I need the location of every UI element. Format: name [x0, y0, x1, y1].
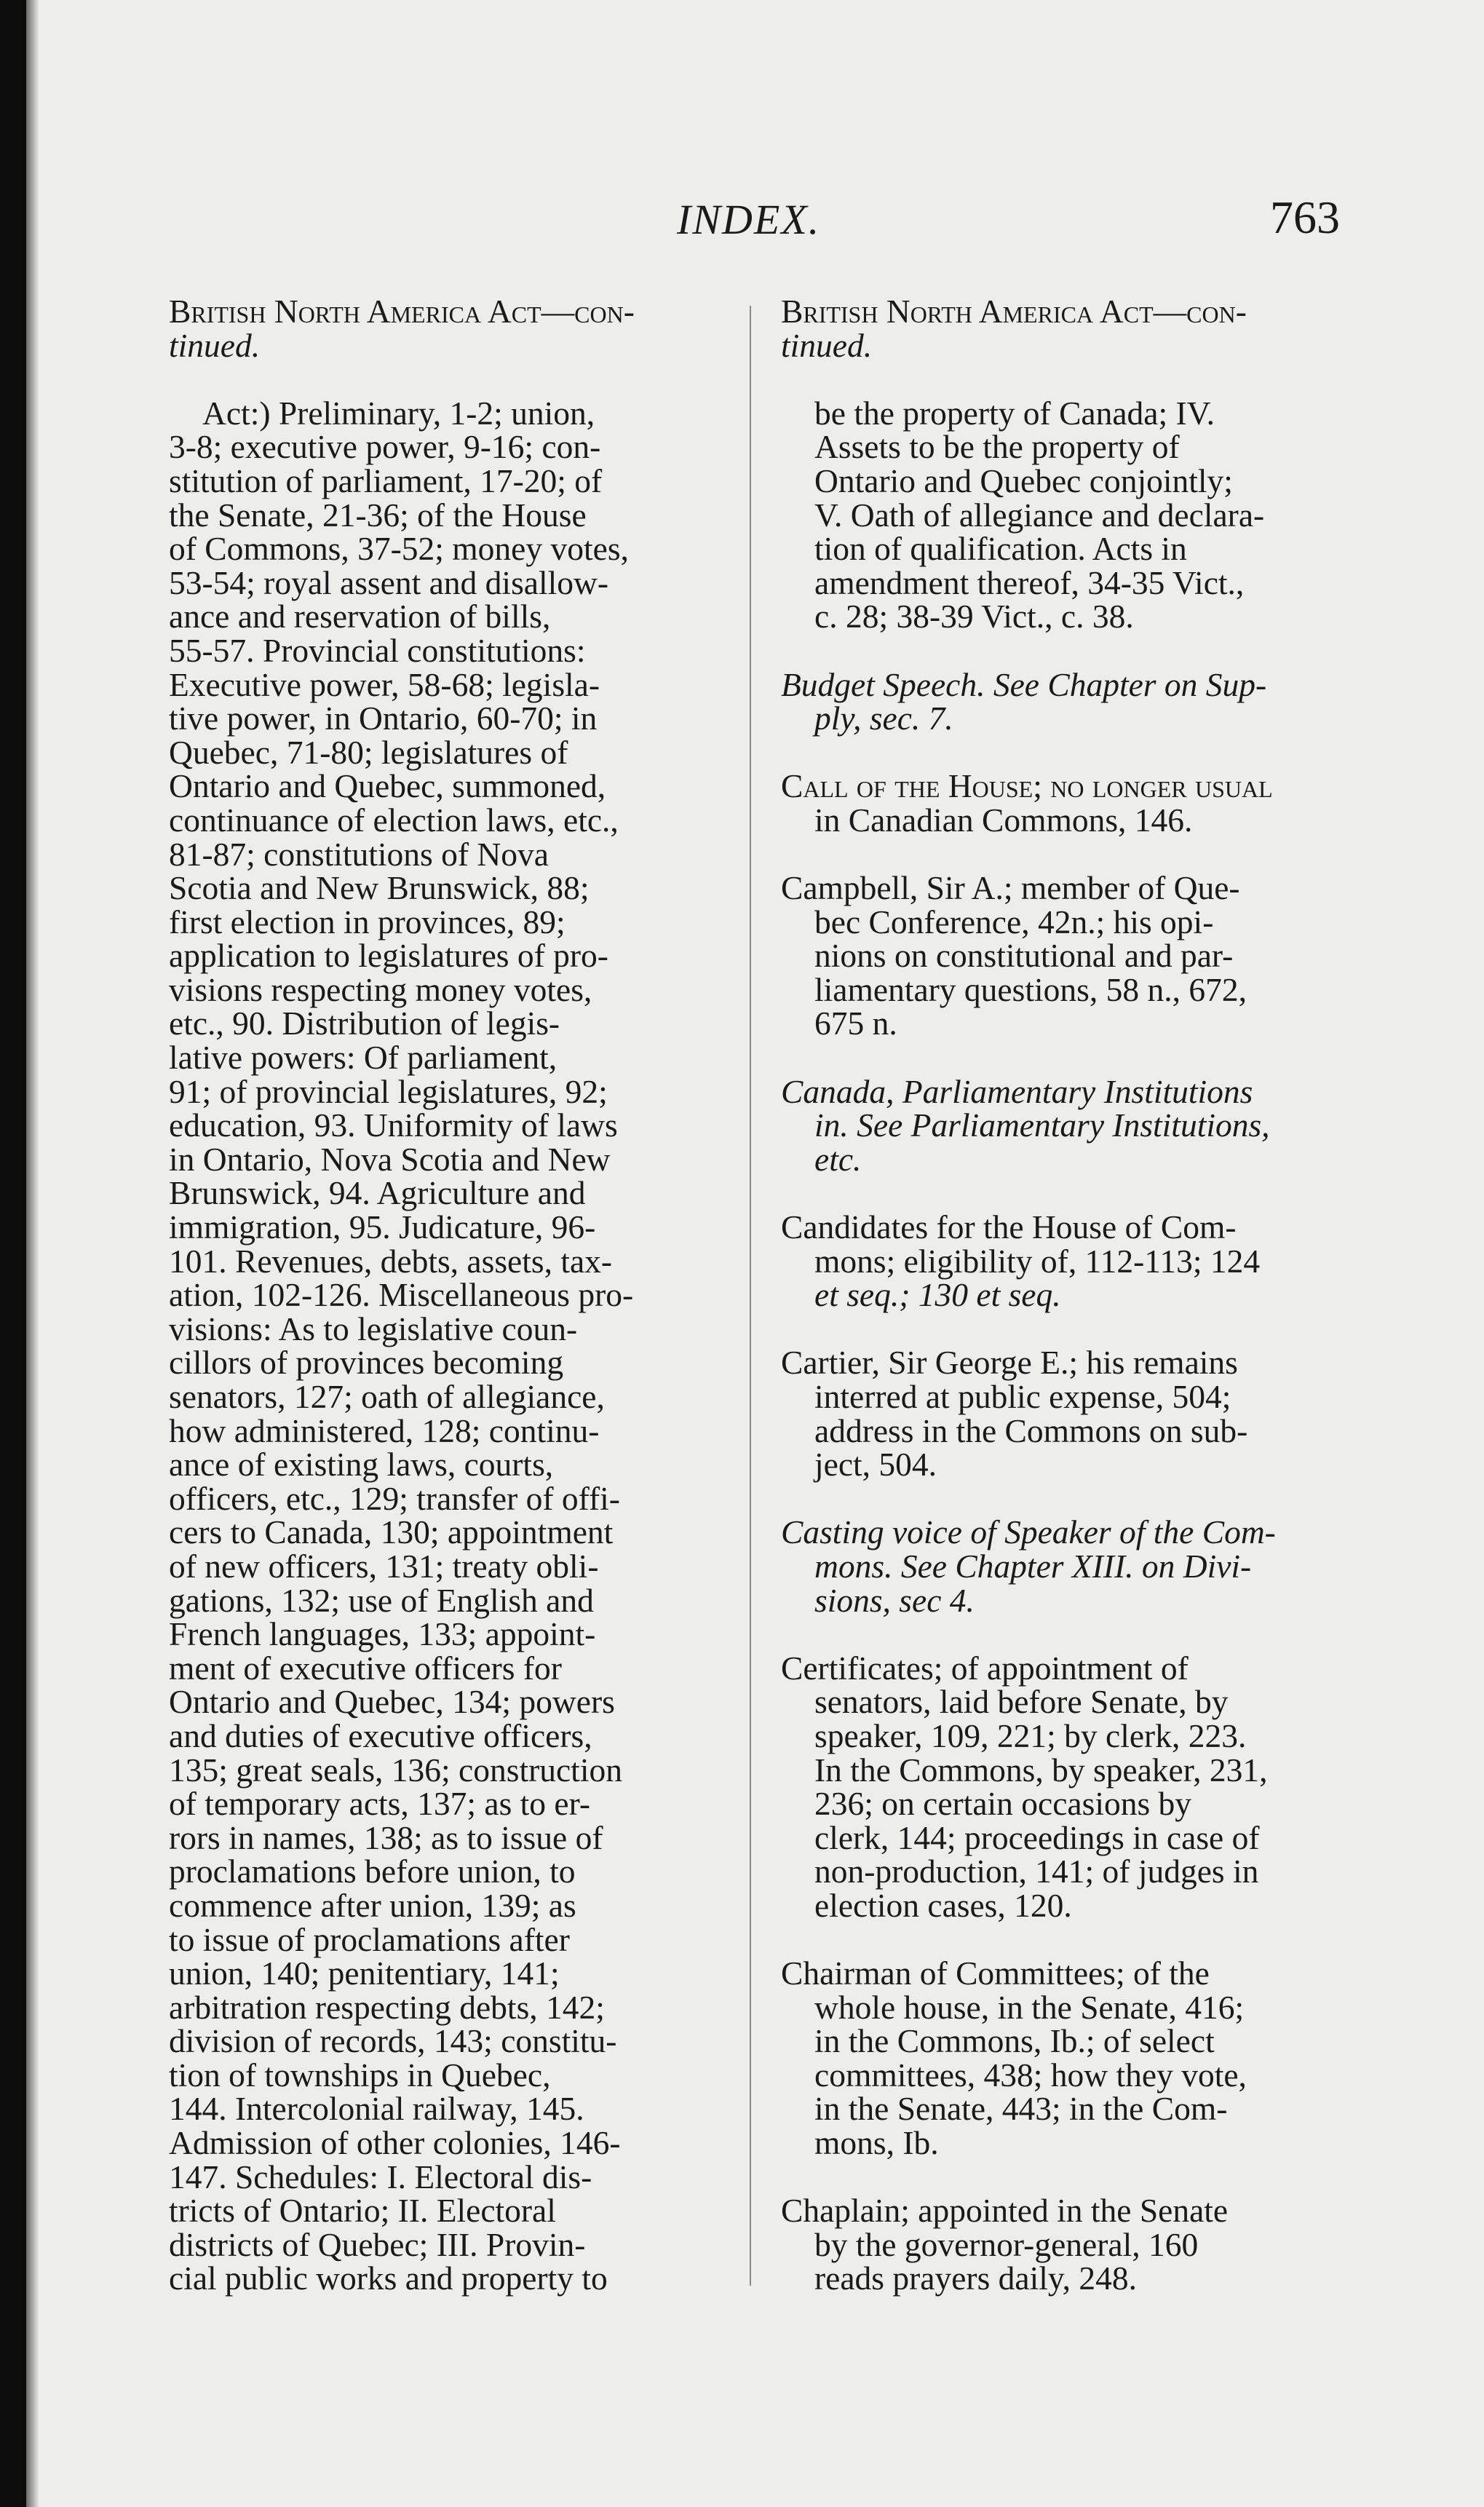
- index-line: application to legislatures of pro-: [169, 937, 608, 975]
- index-line: bec Conference, 42n.; his opi-: [814, 903, 1214, 940]
- index-line: 3-8; executive power, 9-16; con-: [169, 428, 601, 466]
- index-line: Call of the House; no longer usual: [781, 767, 1273, 805]
- entry-gap: [781, 2161, 1345, 2195]
- index-line: amendment thereof, 34-35 Vict.,: [814, 563, 1245, 601]
- index-line: 53-54; royal assent and disallow-: [169, 563, 609, 601]
- index-line: ance of existing laws, courts,: [169, 1446, 554, 1484]
- index-line: continuance of election laws, etc.,: [169, 801, 619, 839]
- index-line: nions on constitutional and par-: [814, 937, 1234, 975]
- index-line: tinued.: [169, 326, 261, 364]
- index-line: Cartier, Sir George E.; his remains: [781, 1344, 1238, 1382]
- index-line: ment of executive officers for: [169, 1649, 562, 1687]
- index-line: clerk, 144; proceedings in case of: [814, 1818, 1260, 1856]
- index-line: of new officers, 131; treaty obli-: [169, 1547, 599, 1585]
- index-line: immigration, 95. Judicature, 96-: [169, 1208, 596, 1246]
- index-line: in Canadian Commons, 146.: [814, 801, 1193, 839]
- index-line: ject, 504.: [814, 1446, 937, 1484]
- index-line: officers, etc., 129; transfer of offi-: [169, 1479, 620, 1517]
- index-line: Ontario and Quebec, 134; powers: [169, 1683, 615, 1721]
- index-line: etc., 90. Distribution of legis-: [169, 1005, 560, 1042]
- entry-gap: [169, 363, 733, 397]
- index-line: arbitration respecting debts, 142;: [169, 1988, 605, 2026]
- index-line: speaker, 109, 221; by clerk, 223.: [814, 1716, 1247, 1754]
- index-line: committees, 438; how they vote,: [814, 2056, 1247, 2094]
- index-line: 55-57. Provincial constitutions:: [169, 631, 586, 669]
- index-line: French languages, 133; appoint-: [169, 1615, 596, 1653]
- index-line: Budget Speech. See Chapter on Sup-: [781, 665, 1267, 703]
- index-line: British North America Act—con-: [169, 293, 635, 330]
- entry-gap: [781, 634, 1345, 668]
- index-line: interred at public expense, 504;: [814, 1378, 1231, 1415]
- entry-gap: [781, 1482, 1345, 1516]
- index-line: Scotia and New Brunswick, 88;: [169, 869, 590, 907]
- index-line: tive power, in Ontario, 60-70; in: [169, 700, 598, 737]
- column-divider: [750, 306, 751, 2286]
- index-line: British North America Act—con-: [781, 293, 1247, 330]
- index-line: In the Commons, by speaker, 231,: [814, 1751, 1268, 1789]
- index-line: Certificates; of appointment of: [781, 1649, 1189, 1687]
- entry-gap: [781, 1176, 1345, 1211]
- index-line: c. 28; 38-39 Vict., c. 38.: [814, 598, 1134, 635]
- page-number: 763: [1270, 191, 1340, 243]
- index-line: education, 93. Uniformity of laws: [169, 1106, 618, 1144]
- index-line: liamentary questions, 58 n., 672,: [814, 970, 1247, 1008]
- index-line: 81-87; constitutions of Nova: [169, 835, 549, 873]
- running-title: INDEX.: [677, 196, 821, 243]
- index-line: Casting voice of Speaker of the Com-: [781, 1513, 1276, 1551]
- index-line: in the Senate, 443; in the Com-: [814, 2090, 1228, 2128]
- index-line: 135; great seals, 136; construction: [169, 1751, 622, 1789]
- entry-gap: [781, 1923, 1345, 1957]
- index-line: non-production, 141; of judges in: [814, 1853, 1259, 1890]
- index-line: Assets to be the property of: [814, 428, 1180, 466]
- index-line: in Ontario, Nova Scotia and New: [169, 1140, 611, 1178]
- index-line: Chairman of Committees; of the: [781, 1954, 1210, 1992]
- index-line: Campbell, Sir A.; member of Que-: [781, 869, 1240, 907]
- index-line: by the governor-general, 160: [814, 2225, 1199, 2263]
- index-line: 236; on certain occasions by: [814, 1785, 1192, 1823]
- index-line: senators, laid before Senate, by: [814, 1683, 1229, 1721]
- index-line: election cases, 120.: [814, 1886, 1072, 1924]
- index-line: be the property of Canada; IV.: [814, 394, 1215, 432]
- index-line: ance and reservation of bills,: [169, 598, 551, 635]
- index-line: first election in provinces, 89;: [169, 903, 566, 940]
- index-line: whole house, in the Senate, 416;: [814, 1988, 1245, 2026]
- index-column-right: [781, 295, 1345, 2296]
- index-column-left: [169, 295, 733, 2296]
- index-line: ation, 102-126. Miscellaneous pro-: [169, 1276, 634, 1314]
- index-line: union, 140; penitentiary, 141;: [169, 1954, 560, 1992]
- index-line: rors in names, 138; as to issue of: [169, 1818, 603, 1856]
- index-line: 675 n.: [814, 1005, 897, 1042]
- index-line: mons. See Chapter XIII. on Divi-: [814, 1547, 1252, 1585]
- index-line: cers to Canada, 130; appointment: [169, 1513, 614, 1551]
- index-line: mons, Ib.: [814, 2124, 939, 2162]
- entry-gap: [781, 363, 1345, 397]
- index-line: Canada, Parliamentary Institutions: [781, 1072, 1253, 1110]
- index-line: mons; eligibility of, 112-113; 124: [814, 1242, 1261, 1280]
- index-line: in. See Parliamentary Institutions,: [814, 1106, 1270, 1144]
- index-line: 144. Intercolonial railway, 145.: [169, 2090, 584, 2128]
- index-line: cial public works and property to: [169, 2260, 608, 2297]
- index-line: sions, sec 4.: [814, 1581, 975, 1619]
- index-line: Act:) Preliminary, 1-2; union,: [202, 394, 595, 432]
- index-line: proclamations before union, to: [169, 1853, 576, 1890]
- index-line: of Commons, 37-52; money votes,: [169, 530, 629, 568]
- index-line: commence after union, 139; as: [169, 1886, 576, 1924]
- entry-gap: [781, 1617, 1345, 1652]
- index-line: 147. Schedules: I. Electoral dis-: [169, 2158, 592, 2195]
- index-line: tion of qualification. Acts in: [814, 530, 1187, 568]
- index-line: address in the Commons on sub-: [814, 1411, 1248, 1449]
- index-line: 101. Revenues, debts, assets, tax-: [169, 1242, 613, 1280]
- index-line: of temporary acts, 137; as to er-: [169, 1785, 591, 1823]
- book-binding-edge: [0, 0, 26, 2507]
- entry-gap: [781, 1312, 1345, 1347]
- entry-gap: [781, 838, 1345, 872]
- index-line: etc.: [814, 1140, 862, 1178]
- index-line: et seq.; 130 et seq.: [814, 1276, 1061, 1314]
- index-line: tinued.: [781, 326, 873, 364]
- index-line: to issue of proclamations after: [169, 1920, 570, 1958]
- index-line: V. Oath of allegiance and declara-: [814, 496, 1265, 534]
- index-line: Executive power, 58-68; legisla-: [169, 665, 600, 703]
- index-line: Brunswick, 94. Agriculture and: [169, 1174, 586, 1212]
- index-line: senators, 127; oath of allegiance,: [169, 1378, 605, 1415]
- index-line: Quebec, 71-80; legislatures of: [169, 733, 568, 771]
- index-line: Admission of other colonies, 146-: [169, 2124, 621, 2162]
- index-line: division of records, 143; constitu-: [169, 2022, 617, 2060]
- index-line: reads prayers daily, 248.: [814, 2260, 1138, 2297]
- index-line: 91; of provincial legislatures, 92;: [169, 1072, 608, 1110]
- entry-gap: [781, 1041, 1345, 1075]
- index-line: visions: As to legislative coun-: [169, 1310, 578, 1347]
- index-line: gations, 132; use of English and: [169, 1581, 594, 1619]
- index-line: districts of Quebec; III. Provin-: [169, 2225, 586, 2263]
- index-line: Candidates for the House of Com-: [781, 1208, 1237, 1246]
- binding-shadow: [26, 0, 39, 2507]
- index-line: and duties of executive officers,: [169, 1716, 592, 1754]
- entry-gap: [781, 736, 1345, 770]
- index-line: the Senate, 21-36; of the House: [169, 496, 587, 534]
- index-line: cillors of provinces becoming: [169, 1344, 564, 1382]
- index-line: Chaplain; appointed in the Senate: [781, 2192, 1229, 2230]
- index-line: visions respecting money votes,: [169, 970, 592, 1008]
- index-line: Ontario and Quebec, summoned,: [169, 767, 606, 805]
- index-line: stitution of parliament, 17-20; of: [169, 462, 603, 499]
- index-line: how administered, 128; continu-: [169, 1411, 600, 1449]
- index-line: in the Commons, Ib.; of select: [814, 2022, 1215, 2060]
- index-line: ply, sec. 7.: [814, 700, 953, 737]
- index-line: tricts of Ontario; II. Electoral: [169, 2192, 556, 2230]
- index-line: lative powers: Of parliament,: [169, 1039, 558, 1077]
- index-line: tion of townships in Quebec,: [169, 2056, 551, 2094]
- index-line: Ontario and Quebec conjointly;: [814, 462, 1233, 499]
